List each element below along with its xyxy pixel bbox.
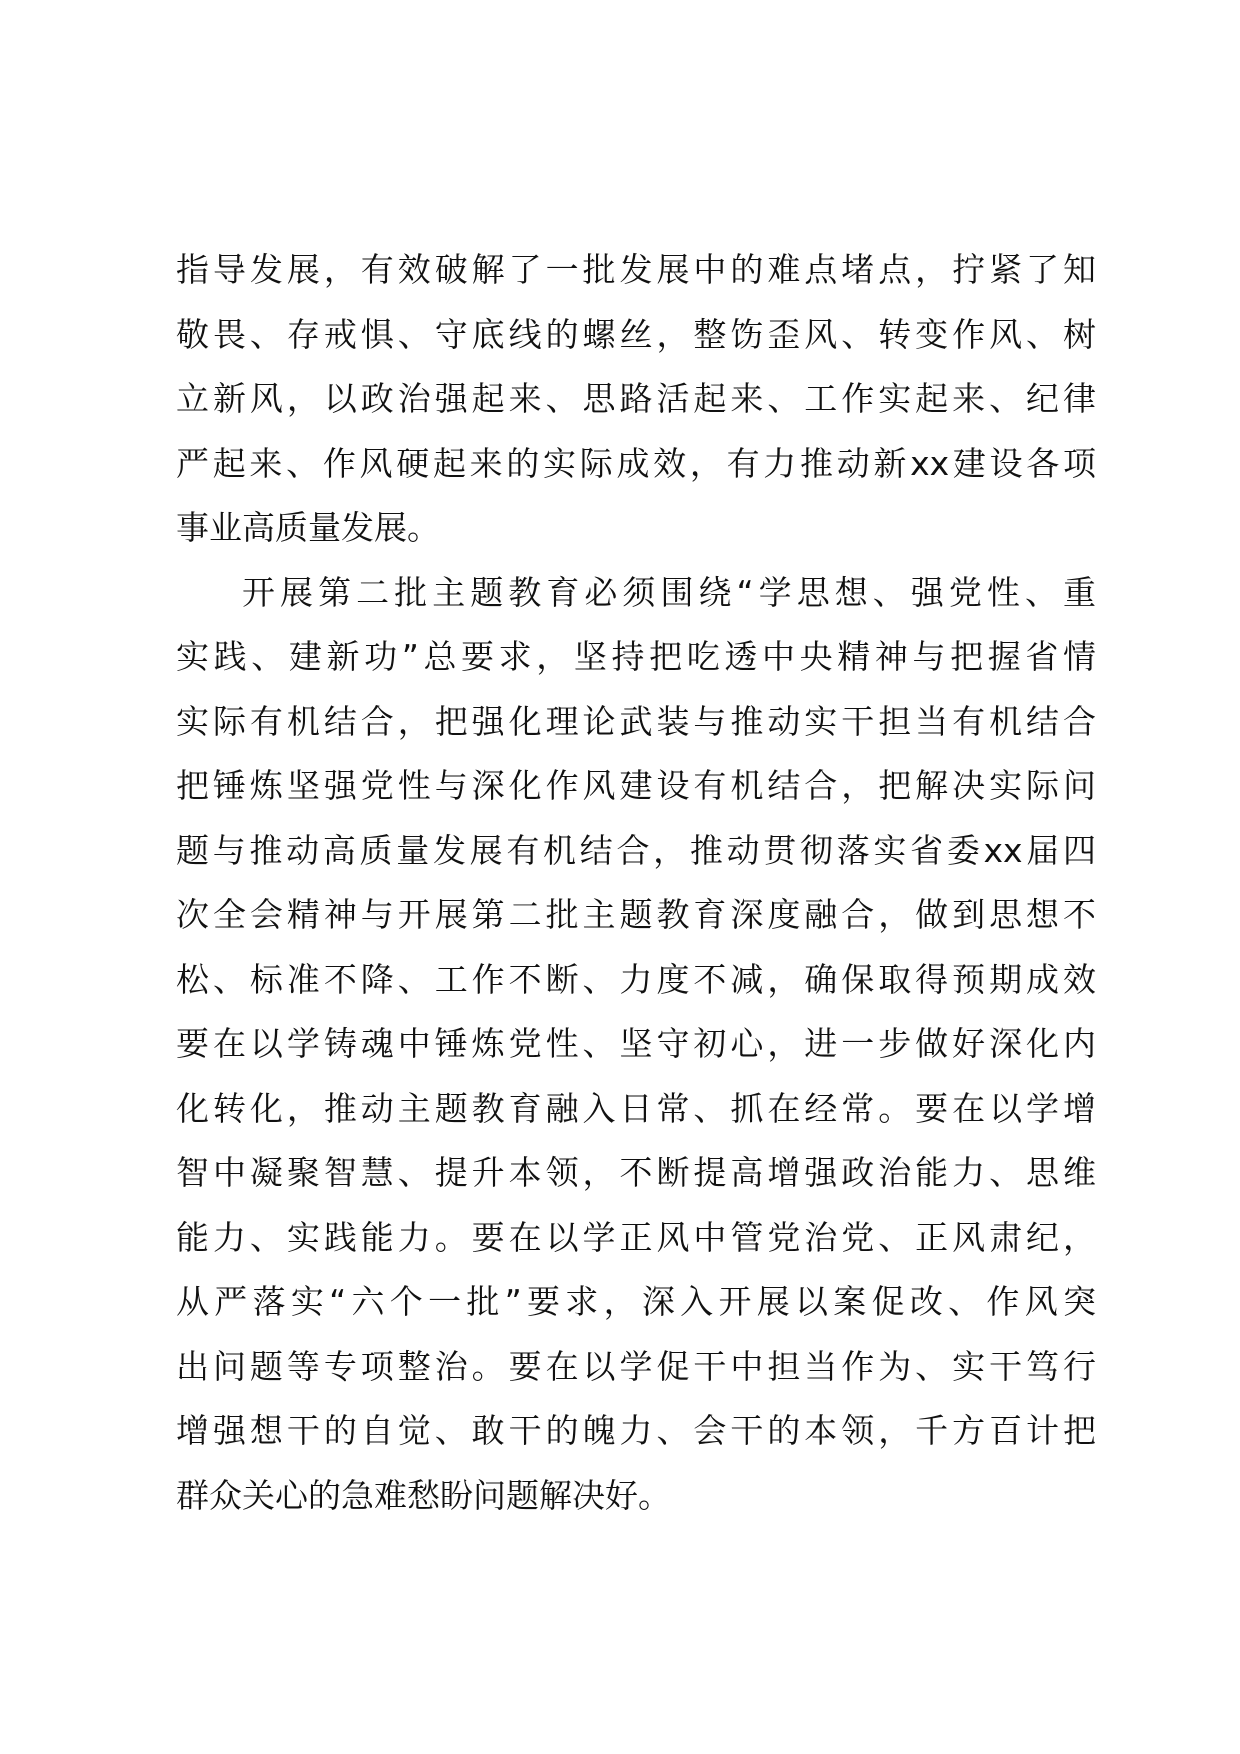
text-line: 敬畏、存戒惧、守底线的螺丝，整饬歪风、转变作风、树 — [176, 314, 1096, 354]
text-line: 要在以学铸魂中锤炼党性、坚守初心，进一步做好深化内 — [176, 1024, 1096, 1063]
text-line: 化转化，推动主题教育融入日常、抓在经常。要在以学增 — [176, 1088, 1096, 1128]
text-line: 增强想干的自觉、敢干的魄力、会干的本领，千方百计把 — [176, 1411, 1096, 1450]
text-line: 指导发展，有效破解了一批发展中的难点堵点，拧紧了知 — [176, 250, 1096, 289]
text-line: 从严落实“六个一批”要求，深入开展以案促改、作风突 — [176, 1282, 1096, 1321]
text-line: 松、标准不降、工作不断、力度不减，确保取得预期成效 — [176, 959, 1096, 999]
text-line: 把锤炼坚强党性与深化作风建设有机结合，把解决实际问 — [176, 766, 1096, 805]
text-line: 事业高质量发展。 — [176, 508, 440, 547]
text-line: 能力、实践能力。要在以学正风中管党治党、正风肃纪， — [176, 1217, 1096, 1257]
text-line: 立新风，以政治强起来、思路活起来、工作实起来、纪律 — [176, 379, 1096, 418]
paragraph-2 — [176, 561, 1096, 1529]
paragraph-1 — [176, 238, 1096, 561]
text-line: 实践、建新功”总要求，坚持把吃透中央精神与把握省情 — [176, 637, 1096, 676]
text-line: 题与推动高质量发展有机结合，推动贯彻落实省委xx届四 — [176, 830, 1096, 870]
text-line: 出问题等专项整治。要在以学促干中担当作为、实干笃行 — [176, 1346, 1096, 1386]
text-line: 智中凝聚智慧、提升本领，不断提高增强政治能力、思维 — [176, 1153, 1096, 1192]
text-line: 开展第二批主题教育必须围绕“学思想、强党性、重 — [242, 572, 1096, 612]
text-line: 严起来、作风硬起来的实际成效，有力推动新xx建设各项 — [176, 443, 1096, 483]
body-text — [176, 238, 1096, 1528]
text-line: 群众关心的急难愁盼问题解决好。 — [176, 1475, 671, 1515]
text-line: 实际有机结合，把强化理论武装与推动实干担当有机结合 — [176, 701, 1096, 741]
text-line: 次全会精神与开展第二批主题教育深度融合，做到思想不 — [176, 895, 1096, 934]
